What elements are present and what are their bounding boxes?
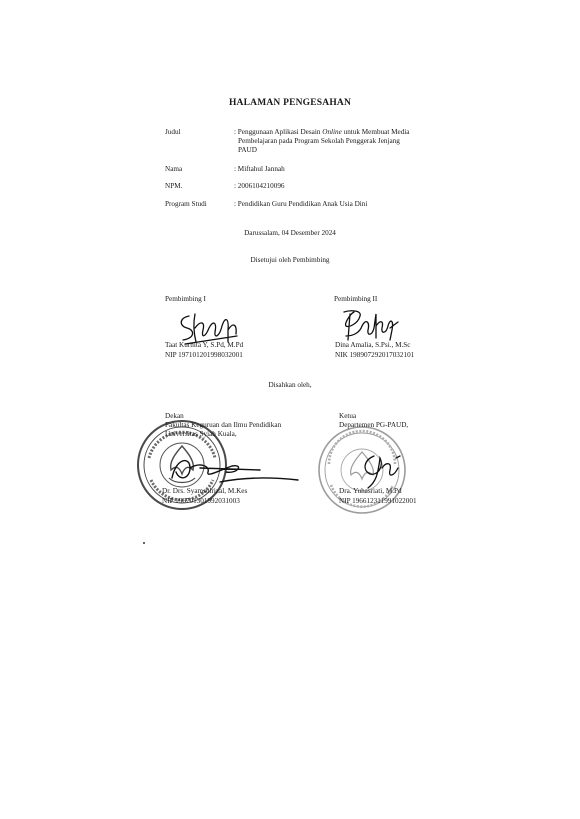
head-role: Ketua <box>339 412 357 420</box>
advisor2-nip: NIK 198907292017032101 <box>335 351 415 359</box>
approved-by-heading: Disetujui oleh Pembimbing <box>250 256 330 264</box>
advisor1-role: Pembimbing I <box>165 295 206 303</box>
advisor1-nip: NIP 197101201998032001 <box>165 351 243 359</box>
dean-unit-line-1: Fakultas Keguruan dan Ilmu Pendidikan <box>165 421 282 429</box>
field-label-prodi: Program Studi <box>165 200 207 208</box>
field-separator: : <box>234 200 236 208</box>
field-value-judul <box>234 128 434 155</box>
advisor2-name: Dina Amalia, S.Psi., M.Sc <box>335 341 411 349</box>
dean-nip: NIP 196701301992031003 <box>162 497 240 505</box>
place-date: Darussalam, 04 Desember 2024 <box>244 229 336 237</box>
field-separator: : <box>234 128 236 136</box>
page-title: HALAMAN PENGESAHAN <box>228 98 352 108</box>
stray-mark <box>143 542 145 544</box>
dean-unit-line-2: Universitas Syiah Kuala, <box>165 430 237 438</box>
judul-line-2: Pembelajaran pada Program Sekolah Penggerak Jenjang <box>238 137 400 145</box>
head-signature <box>356 452 406 492</box>
advisor2-signature <box>340 306 400 344</box>
dean-role: Dekan <box>165 412 184 420</box>
judul-line-1: Penggunaan Aplikasi Desain Online untuk Membuat Media <box>237 128 410 136</box>
npm-value: 2006104210096 <box>237 182 285 190</box>
ratified-by-heading: Disahkan oleh, <box>268 381 312 389</box>
advisor2-role: Pembimbing II <box>334 295 378 303</box>
nama-value: Miftahul Jannah <box>237 165 285 173</box>
field-value-nama <box>234 165 434 174</box>
head-nip: NIP 196612311991022001 <box>339 497 417 505</box>
field-separator: : <box>234 165 236 173</box>
advisor1-name: Taat Kurnita Y, S.Pd, M.Pd <box>165 341 244 349</box>
head-unit-line-1: Departemen PG-PAUD, <box>339 421 409 429</box>
field-value-npm <box>234 182 434 191</box>
field-label-judul: Judul <box>165 128 181 136</box>
dean-name: Dr. Drs. Syamsulrizal, M.Kes <box>162 487 248 495</box>
judul-line-3: PAUD <box>238 146 257 154</box>
dean-signature <box>160 448 300 492</box>
field-label-npm: NPM. <box>165 182 183 190</box>
field-separator: : <box>234 182 236 190</box>
field-value-prodi <box>234 200 434 209</box>
head-name: Dra. Yuhasriati, M.Pd <box>339 487 402 495</box>
field-label-nama: Nama <box>165 165 183 173</box>
prodi-value: Pendidikan Guru Pendidikan Anak Usia Dini <box>237 200 368 208</box>
